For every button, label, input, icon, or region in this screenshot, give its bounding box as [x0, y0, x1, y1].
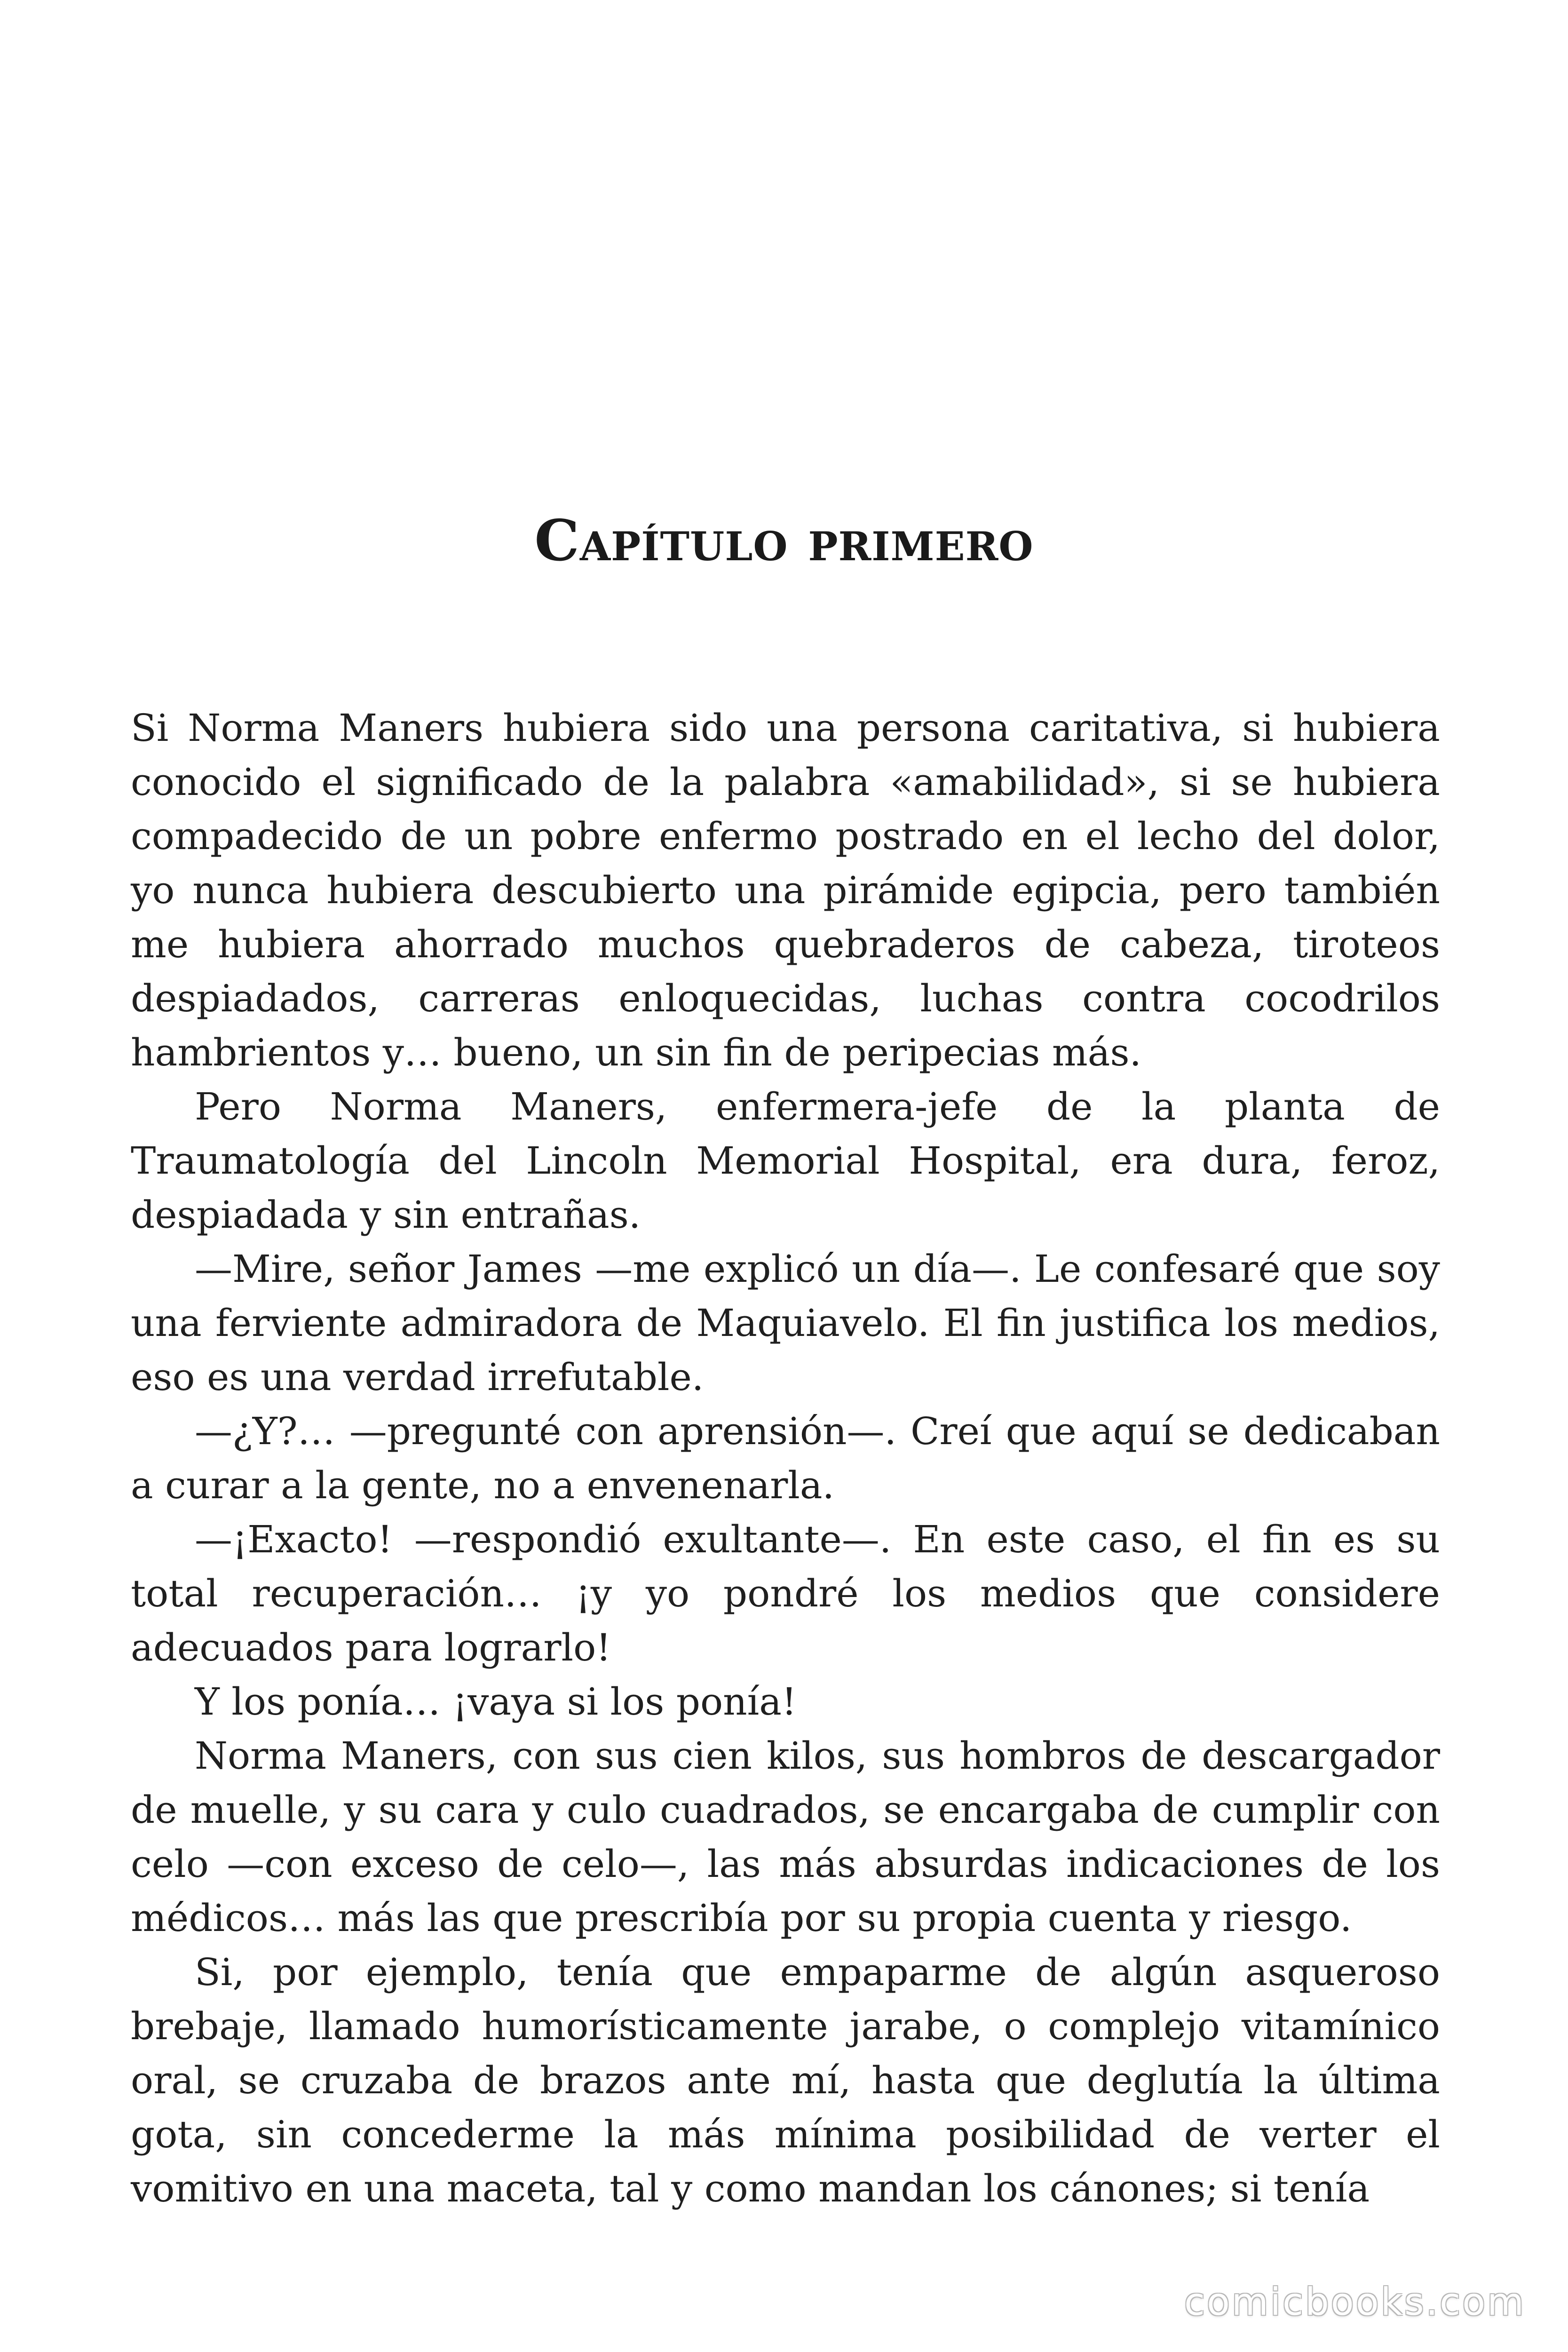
watermark: comicbooks.com — [1184, 2280, 1526, 2324]
paragraph: Pero Norma Maners, enfermera-jefe de la planta de Traumatología del Lincoln Memorial Hospital, era dura, feroz, despiadada y sin entrañas. — [131, 1085, 1440, 1237]
paragraph: Si, por ejemplo, tenía que empaparme de algún asqueroso brebaje, llamado humorísticamente jarabe, o complejo vitamínico oral, se cruzaba de brazos ante mí, hasta que deglutía la última gota, sin concederme la más mínima posibilidad de verter el vomitivo en una maceta, tal y como mandan los cánones; si tenía — [131, 1950, 1440, 2210]
paragraph: Norma Maners, con sus cien kilos, sus hombros de descargador de muelle, y su cara y culo cuadrados, se encargaba de cumplir con celo —con exceso de celo—, las más absurdas indicaciones de los médicos… más las que prescribía por su propia cuenta y riesgo. — [131, 1734, 1440, 1940]
paragraph: —¡Exacto! —respondió exultante—. En este caso, el fin es su total recuperación… ¡y yo pondré los medios que considere adecuados para lograrlo! — [131, 1518, 1440, 1669]
body-text — [131, 701, 1440, 2216]
chapter-title-rest: apítulo primero — [579, 508, 1034, 574]
paragraph: —Mire, señor James —me explicó un día—. Le confesaré que soy una ferviente admiradora de Maquiavelo. El fin justifica los medios, eso es una verdad irrefutable. — [131, 1247, 1440, 1399]
paragraph: Y los ponía… ¡vaya si los ponía! — [195, 1680, 797, 1724]
paragraph: —¿Y?… —pregunté con aprensión—. Creí que aquí se dedicaban a curar a la gente, no a envenenarla. — [131, 1409, 1440, 1507]
chapter-title — [0, 508, 1568, 574]
paragraph: Si Norma Maners hubiera sido una persona caritativa, si hubiera conocido el significado de la palabra «amabilidad», si se hubiera compadecido de un pobre enfermo postrado en el lecho del dolor, yo nunca hubiera descubierto una pirámide egipcia, pero también me hubiera ahorrado muchos quebraderos de cabeza, tiroteos despiadados, carreras enloquecidas, luchas contra cocodrilos hambrientos y… bueno, un sin fin de peripecias más. — [131, 706, 1440, 1074]
chapter-title-initial: C — [534, 508, 580, 574]
